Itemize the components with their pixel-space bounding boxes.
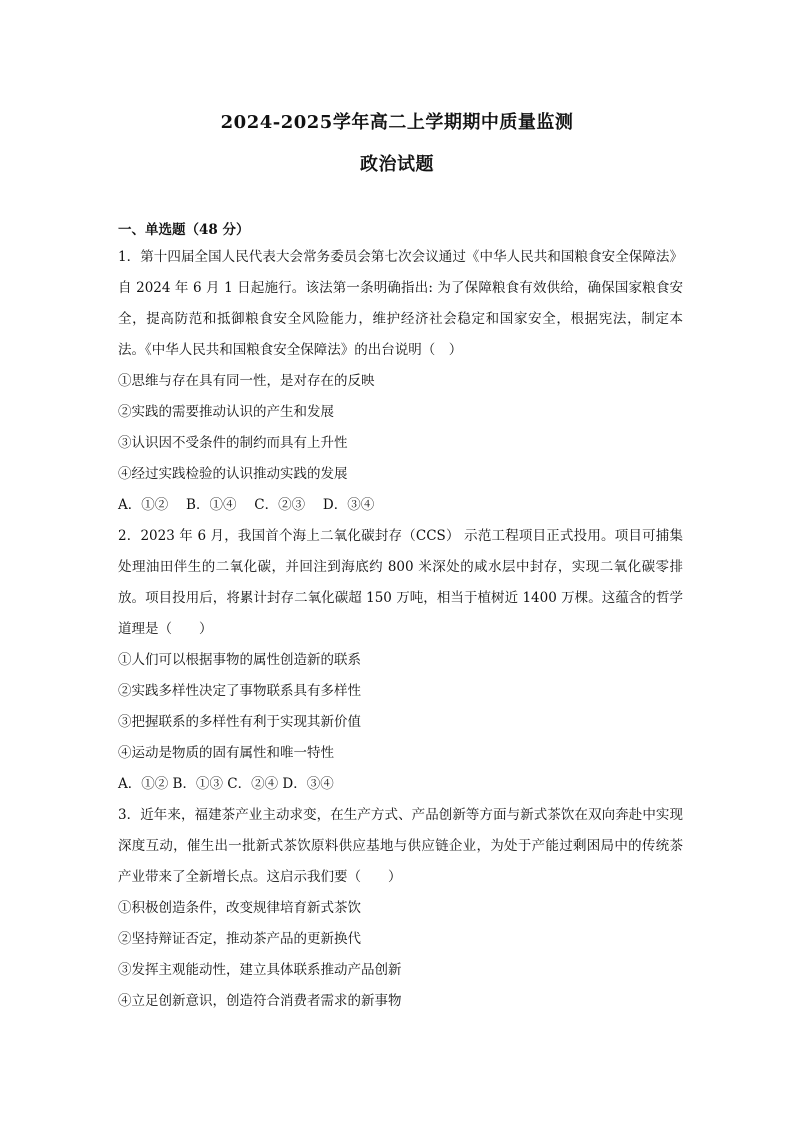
- question-3: [118, 800, 683, 1017]
- statement-option: ④经过实践检验的认识推动实践的发展: [118, 466, 348, 482]
- question-stem: 3．近年来，福建茶产业主动求变，在生产方式、产品创新等方面与新式茶饮在双向奔赴中实现深度互动，催生出一批新式茶饮原料供应基地与供应链企业，为处于产能过剩困局中的传统茶产业带来了全新增长点。这启示我们要（ ）: [118, 807, 683, 885]
- exam-title: 2024-2025学年高二上学期期中质量监测: [220, 112, 574, 133]
- statement-option: ④立足创新意识，创造符合消费者需求的新事物: [118, 993, 402, 1009]
- question-stem: 1．第十四届全国人民代表大会常务委员会第七次会议通过《中华人民共和国粮食安全保障法》自 2024 年 6 月 1 日起施行。该法第一条明确指出: 为了保障粮食有效供给，确保国家粮食安全，提高防范和抵御粮食安全风险能力，维护经济社会稳定和国家安全，根据宪法，制定本法。《中华人民共和国粮食安全保障法》的出台说明（ ）: [118, 249, 683, 358]
- question-1: [118, 242, 683, 521]
- statement-option: ①人们可以根据事物的属性创造新的联系: [118, 652, 361, 668]
- statement-option: ④运动是物质的固有属性和唯一特性: [118, 745, 334, 761]
- statement-option: ③认识因不受条件的制约而具有上升性: [118, 435, 348, 451]
- statement-option: ③把握联系的多样性有利于实现其新价值: [118, 714, 361, 730]
- answer-choices: A．①② B．①③ C．②④ D．③④: [118, 776, 334, 792]
- question-stem: 2．2023 年 6 月，我国首个海上二氧化碳封存（CCS） 示范工程项目正式投用。项目可捕集处理油田伴生的二氧化碳，并回注到海底约 800 米深处的咸水层中封存，实现二氧化碳零排放。项目投用后，将累计封存二氧化碳超 150 万吨，相当于植树近 1400 万棵。这蕴含的哲学道理是（ ）: [118, 528, 683, 637]
- answer-choices: A．①② B．①④ C．②③ D．③④: [118, 497, 375, 513]
- exam-subject: 政治试题: [360, 154, 434, 175]
- exam-content: [118, 220, 683, 1017]
- question-2: [118, 521, 683, 800]
- statement-option: ③发挥主观能动性，建立具体联系推动产品创新: [118, 962, 402, 978]
- statement-option: ①思维与存在具有同一性，是对存在的反映: [118, 373, 375, 389]
- statement-option: ②实践多样性决定了事物联系具有多样性: [118, 683, 361, 699]
- statement-option: ②坚持辩证否定，推动茶产品的更新换代: [118, 931, 361, 947]
- section-heading: 一、单选题（48 分）: [118, 222, 250, 238]
- statement-option: ①积极创造条件，改变规律培育新式茶饮: [118, 900, 361, 916]
- statement-option: ②实践的需要推动认识的产生和发展: [118, 404, 334, 420]
